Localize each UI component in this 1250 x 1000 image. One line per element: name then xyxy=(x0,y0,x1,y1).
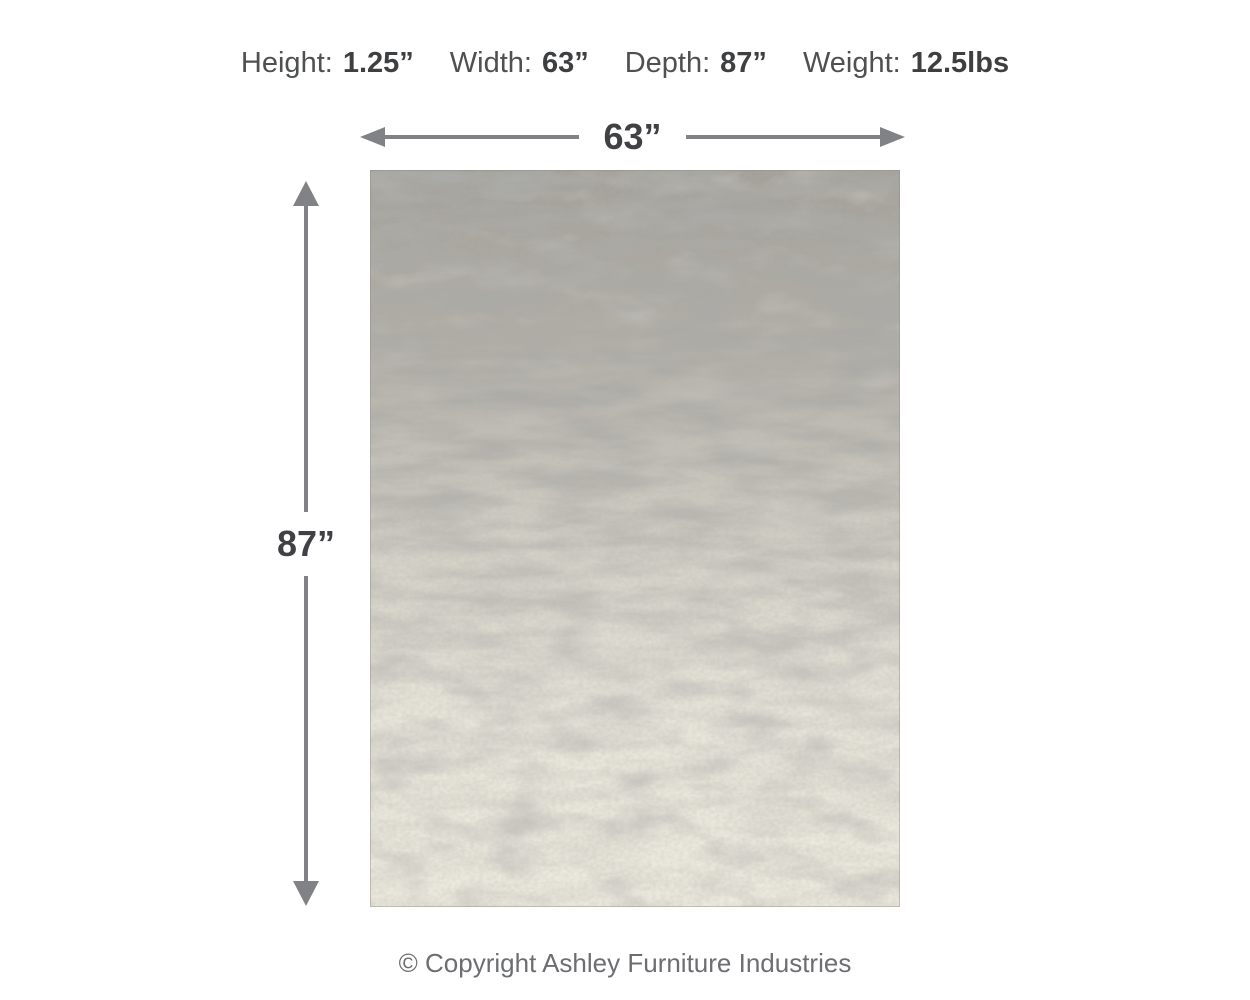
width-dimension-line-left xyxy=(385,135,579,139)
arrowhead-up-icon xyxy=(293,181,319,206)
spec-height-value: 1.25” xyxy=(342,47,414,79)
width-dimension-label: 63” xyxy=(603,116,662,157)
spec-height xyxy=(241,48,414,80)
height-dimension-label: 87” xyxy=(276,522,336,564)
width-dimension-line-right xyxy=(686,135,880,139)
arrowhead-left-icon xyxy=(360,127,385,147)
rug-product-image xyxy=(370,170,900,907)
copyright-text: © Copyright Ashley Furniture Industries xyxy=(398,948,852,978)
height-dimension-line-top xyxy=(304,206,308,512)
spec-weight xyxy=(803,48,1009,80)
spec-depth-value: 87” xyxy=(720,47,767,79)
spec-weight-label: Weight: xyxy=(802,47,901,79)
width-dimension-arrow xyxy=(360,112,905,162)
height-dimension-line-bottom xyxy=(304,576,308,882)
spec-width-value: 63” xyxy=(541,47,589,79)
spec-weight-value: 12.5lbs xyxy=(910,47,1010,79)
spec-width-label: Width: xyxy=(449,47,532,79)
spec-depth-label: Depth: xyxy=(624,47,711,79)
spec-height-label: Height: xyxy=(240,47,333,79)
spec-width xyxy=(450,48,589,80)
arrowhead-right-icon xyxy=(880,127,905,147)
arrowhead-down-icon xyxy=(293,881,319,906)
height-dimension-arrow xyxy=(266,181,346,906)
spec-depth xyxy=(625,48,767,80)
spec-bar xyxy=(0,48,1250,80)
